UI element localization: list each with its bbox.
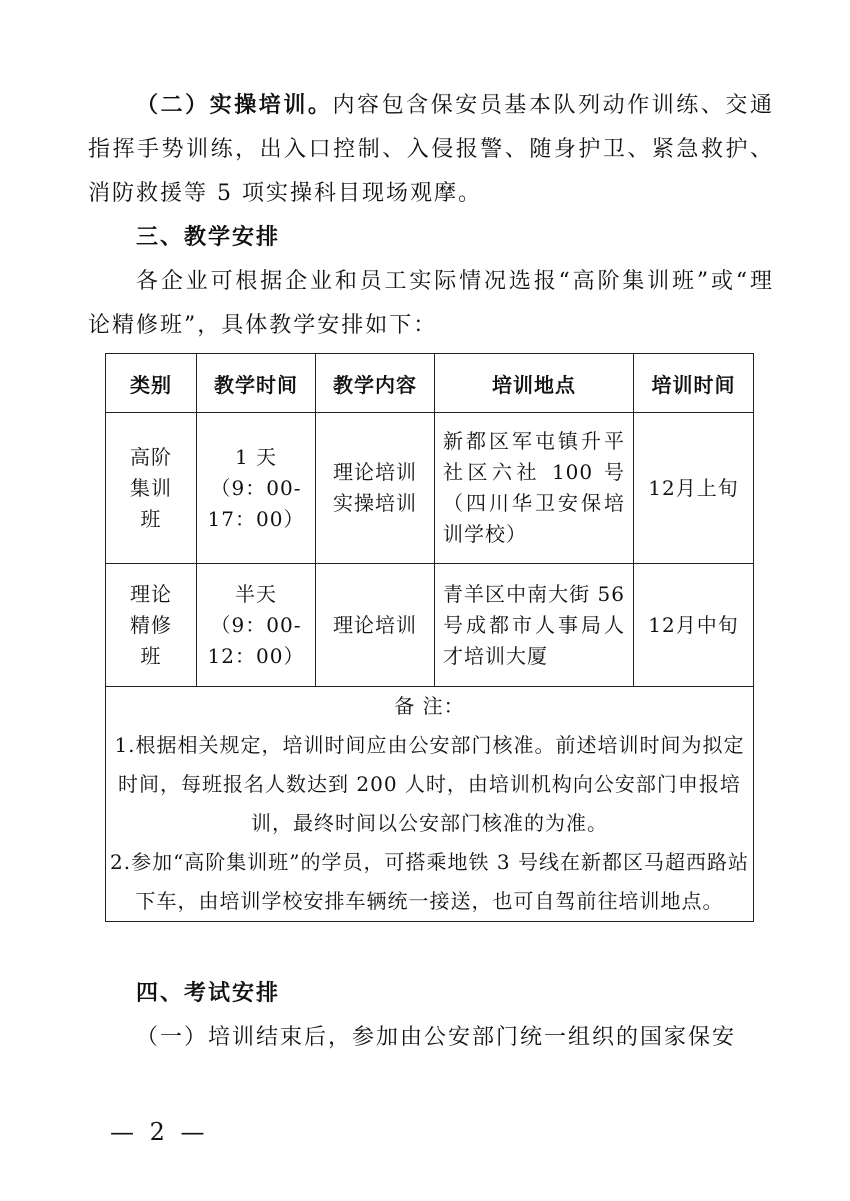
row2-time-line2: （9：00- (210, 612, 302, 637)
schedule-table (105, 353, 754, 922)
section3-intro: 各企业可根据企业和员工实际情况选报“高阶集训班”或“理论精修班”，具体教学安排如下： (88, 269, 774, 338)
row1-time (197, 413, 316, 564)
notes-cell (106, 687, 754, 922)
notes-item-2: 2.参加“高阶集训班”的学员，可搭乘地铁 3 号线在新都区马超西路站下车，由培训学校安排车辆统一接送，也可自驾前往培训地点。 (110, 850, 749, 913)
row1-time-line1: 1 天 (234, 444, 278, 469)
header-location: 培训地点 (435, 354, 634, 413)
row2-time (197, 564, 316, 687)
row1-content (316, 413, 435, 564)
section4-body: （一）培训结束后，参加由公安部门统一组织的国家保安 (136, 1025, 737, 1050)
section2-paragraph (88, 84, 774, 216)
section4-heading: 四、考试安排 (136, 981, 281, 1006)
header-teaching-content: 教学内容 (316, 354, 435, 413)
section2-title: （二）实操培训。 (136, 93, 333, 118)
page-number: — 2 — (110, 1118, 209, 1146)
table-row (106, 564, 754, 687)
row1-content-line1: 理论培训 (333, 460, 417, 484)
row1-category: 高阶集训班 (106, 413, 197, 564)
row1-content-line2: 实操培训 (333, 491, 417, 515)
row1-location: 新都区军屯镇升平社区六社 100 号（四川华卫安保培训学校） (435, 413, 634, 564)
row1-period: 12月上旬 (634, 413, 754, 564)
section3-heading: 三、教学安排 (136, 225, 281, 250)
notes-label: 备 注： (394, 694, 465, 718)
section2-body: 内容包含保安员基本队列动作训练、交通指挥手势训练，出入口控制、入侵报警、随身护卫、紧急救护、消防救援等 5 项实操科目现场观摩。 (88, 93, 774, 206)
row2-category: 理论精修班 (106, 564, 197, 687)
row2-location: 青羊区中南大街 56 号成都市人事局人才培训大厦 (435, 564, 634, 687)
header-period: 培训时间 (634, 354, 754, 413)
table-notes-row (106, 687, 754, 922)
row2-period: 12月中旬 (634, 564, 754, 687)
header-category: 类别 (106, 354, 197, 413)
row2-time-line1: 半天 (235, 581, 277, 606)
row2-content: 理论培训 (316, 564, 435, 687)
row2-time-line3: 12：00） (207, 643, 305, 668)
table-header-row (106, 354, 754, 413)
header-teaching-time: 教学时间 (197, 354, 316, 413)
notes-item-1: 1.根据相关规定，培训时间应由公安部门核准。前述培训时间为拟定时间，每班报名人数达到 200 人时，由培训机构向公安部门申报培训，最终时间以公安部门核准的为准。 (114, 733, 745, 835)
table-row (106, 413, 754, 564)
row1-time-line2: （9：00- (210, 475, 302, 500)
row1-time-line3: 17：00） (207, 506, 305, 531)
